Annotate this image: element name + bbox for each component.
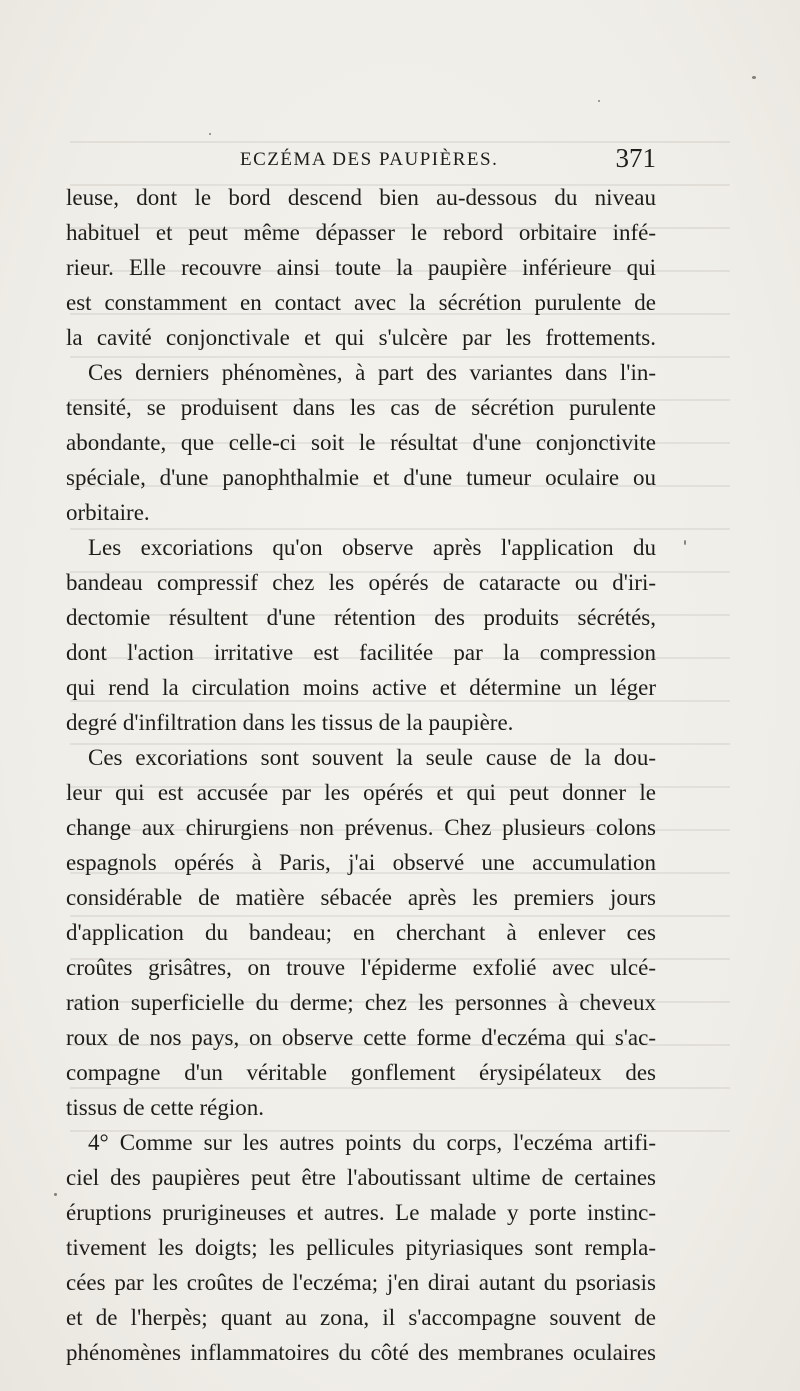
text-line: degré d'infiltration dans les tissus de la paupière. <box>66 710 514 735</box>
text-line: ciel des paupières peut être l'aboutissant ultime de certaines <box>66 1165 656 1190</box>
text-line: Les excoriations qu'on observe après l'application du <box>88 535 656 560</box>
text-line: orbitaire. <box>66 500 150 525</box>
text-line: change aux chirurgiens non prévenus. Chez plusieurs colons <box>66 815 656 840</box>
text-line: la cavité conjonctivale et qui s'ulcère par les frottements. <box>66 325 656 350</box>
text-line: bandeau compressif chez les opérés de cataracte ou d'iri- <box>66 570 656 595</box>
paper-speck <box>684 540 686 545</box>
text-line: phénomènes inflammatoires du côté des membranes oculaires <box>66 1340 656 1365</box>
running-title: ECZÉMA DES PAUPIÈRES. <box>240 149 499 170</box>
text-line: est constamment en contact avec la sécrétion purulente de <box>66 290 656 315</box>
text-line: et de l'herpès; quant au zona, il s'accompagne souvent de <box>66 1305 656 1330</box>
paper-speck <box>752 76 756 79</box>
text-line: croûtes grisâtres, on trouve l'épiderme exfolié avec ulcé- <box>66 955 656 980</box>
paper-speck <box>598 100 600 102</box>
page-number: 371 <box>615 143 656 173</box>
text-line: considérable de matière sébacée après les premiers jours <box>66 885 656 910</box>
text-line: dont l'action irritative est facilitée par la compression <box>66 640 656 665</box>
text-line: abondante, que celle-ci soit le résultat d'une conjonctivite <box>66 430 656 455</box>
text-line: Ces derniers phénomènes, à part des variantes dans l'in- <box>88 360 656 385</box>
text-line: Ces excoriations sont souvent la seule cause de la dou- <box>88 745 656 770</box>
text-line: leuse, dont le bord descend bien au-dessous du niveau <box>66 185 656 210</box>
text-line: d'application du bandeau; en cherchant à enlever ces <box>66 920 656 945</box>
text-line: qui rend la circulation moins active et détermine un léger <box>66 675 656 700</box>
text-line: spéciale, d'une panophthalmie et d'une tumeur oculaire ou <box>66 465 656 490</box>
text-line: ration superficielle du derme; chez les personnes à cheveux <box>66 990 656 1015</box>
text-line: roux de nos pays, on observe cette forme d'eczéma qui s'ac- <box>66 1025 656 1050</box>
body-text <box>66 180 656 1370</box>
text-line: rieur. Elle recouvre ainsi toute la paupière inférieure qui <box>66 255 656 280</box>
text-line: leur qui est accusée par les opérés et qui peut donner le <box>66 780 656 805</box>
text-line: tissus de cette région. <box>66 1095 265 1120</box>
text-line: compagne d'un véritable gonflement érysipélateux des <box>66 1060 656 1085</box>
text-line: espagnols opérés à Paris, j'ai observé une accumulation <box>66 850 656 875</box>
paper-speck <box>54 1193 57 1196</box>
paper-speck <box>209 133 211 135</box>
text-line: cées par les croûtes de l'eczéma; j'en dirai autant du psoriasis <box>66 1270 656 1295</box>
text-line: 4° Comme sur les autres points du corps, l'eczéma artifi- <box>88 1130 656 1155</box>
text-line: tensité, se produisent dans les cas de sécrétion purulente <box>66 395 656 420</box>
text-line: habituel et peut même dépasser le rebord orbitaire infé- <box>66 220 656 245</box>
page-header <box>66 143 656 179</box>
text-line: éruptions prurigineuses et autres. Le malade y porte instinc- <box>66 1200 656 1225</box>
text-line: tivement les doigts; les pellicules pityriasiques sont rempla- <box>66 1235 656 1260</box>
text-line: dectomie résultent d'une rétention des produits sécrétés, <box>66 605 656 630</box>
